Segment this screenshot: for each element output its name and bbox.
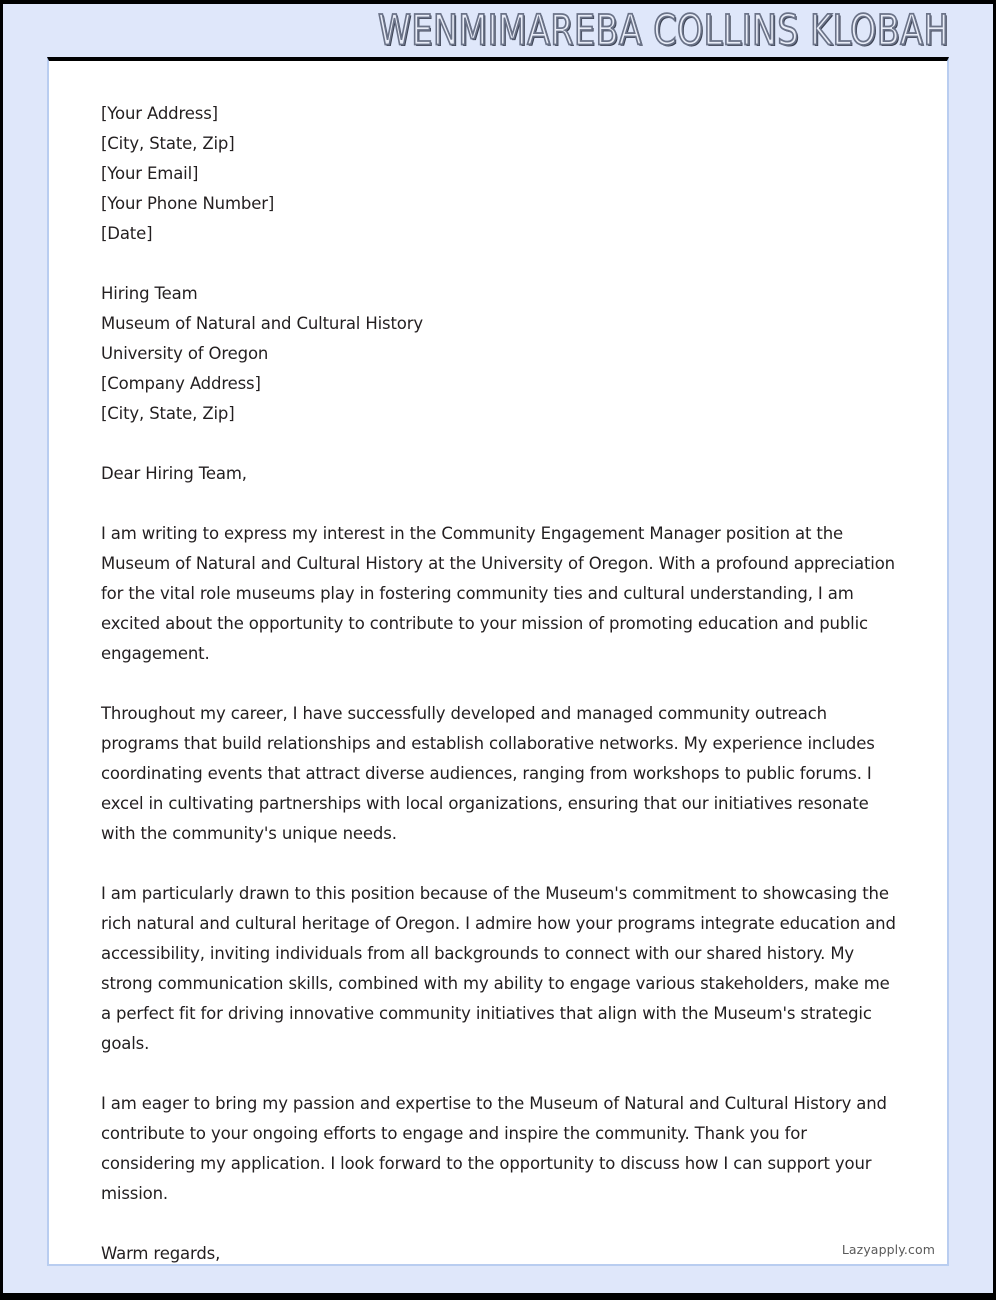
recipient-line: [Company Address] xyxy=(101,374,261,393)
watermark-label: Lazyapply.com xyxy=(841,1242,935,1257)
body-paragraph: Throughout my career, I have successfully developed and managed community outreach programs that build relationships and establish collaborative networks. My experience includes coordinating events that attract diverse audiences, ranging from workshops to public forums. I excel in cultivating partnerships with local organizations, ensuring that our initiatives resonate with the community's unique needs. xyxy=(101,704,875,843)
closing-line: Warm regards, xyxy=(101,1244,221,1263)
sender-line: [Your Phone Number] xyxy=(101,194,275,213)
recipient-line: Hiring Team xyxy=(101,284,198,303)
recipient-address-block xyxy=(101,279,907,429)
document-canvas xyxy=(3,4,993,1293)
letter-body xyxy=(49,61,947,1264)
sender-line: [Your Email] xyxy=(101,164,199,183)
page-title: WENMIMAREBA COLLINS KLOBAH xyxy=(378,5,949,55)
salutation: Dear Hiring Team, xyxy=(101,464,247,483)
recipient-line: University of Oregon xyxy=(101,344,269,363)
sender-address-block xyxy=(101,99,907,249)
sender-line: [Your Address] xyxy=(101,104,218,123)
recipient-line: Museum of Natural and Cultural History xyxy=(101,314,423,333)
sender-line: [City, State, Zip] xyxy=(101,134,235,153)
recipient-line: [City, State, Zip] xyxy=(101,404,235,423)
body-paragraph: I am eager to bring my passion and expertise to the Museum of Natural and Cultural History and contribute to your ongoing efforts to engage and inspire the community. Thank you for considering my application. I look forward to the opportunity to discuss how I can support your mission. xyxy=(101,1094,887,1203)
document-header xyxy=(3,4,993,57)
body-paragraph: I am particularly drawn to this position because of the Museum's commitment to showcasing the rich natural and cultural heritage of Oregon. I admire how your programs integrate education and accessibility, inviting individuals from all backgrounds to connect with our shared history. My strong communication skills, combined with my ability to engage various stakeholders, make me a perfect fit for driving innovative community initiatives that align with the Museum's strategic goals. xyxy=(101,884,896,1053)
letter-sheet xyxy=(47,57,949,1266)
sender-line: [Date] xyxy=(101,224,153,243)
body-paragraph: I am writing to express my interest in the Community Engagement Manager position at the Museum of Natural and Cultural History at the University of Oregon. With a profound appreciation for the vital role museums play in fostering community ties and cultural understanding, I am excited about the opportunity to contribute to your mission of promoting education and public engagement. xyxy=(101,524,895,663)
